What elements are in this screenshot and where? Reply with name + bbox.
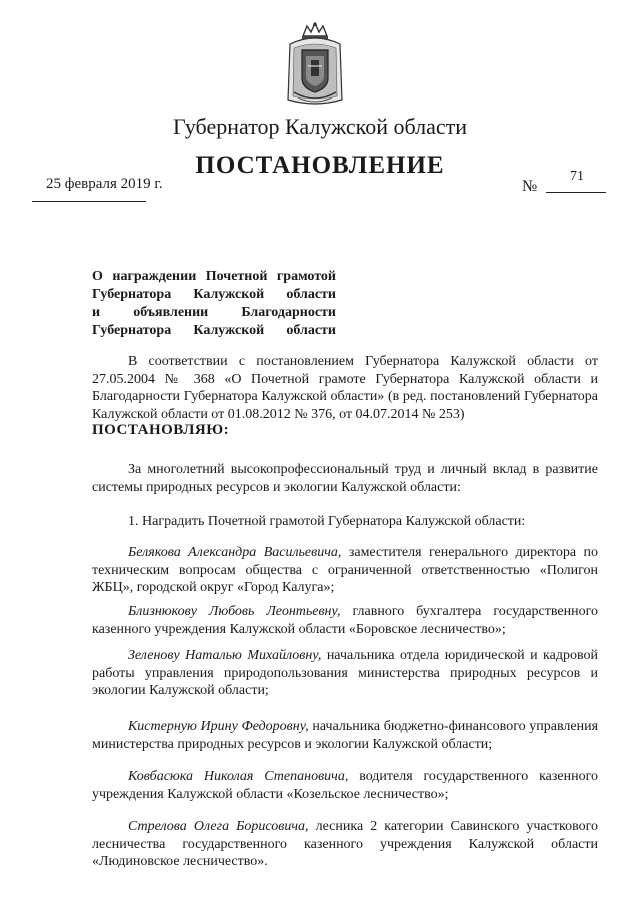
document-number: 71 [570,169,584,184]
awardee-description: лесника 2 категории Савинского участкового лесничества государственного казенного учреждения Калужской области «Людиновское лесничество». [92,819,599,869]
awardee-name: Белякова Александра Васильевича, [128,545,342,560]
subject-line: и объявлении Благодарности [92,305,336,320]
awardee-name: Стрелова Олега Борисовича, [128,819,309,834]
document-type-title: ПОСТАНОВЛЕНИЕ [195,152,445,179]
awardee-paragraph [92,818,598,871]
awardee-paragraph [92,718,598,753]
awardee-description: начальника бюджетно-финансового управления министерства природных ресурсов и экологии Калужской области; [92,719,599,752]
awardee-name: Ковбасюка Николая Степановича, [128,769,349,784]
awardee-description: заместителя генерального директора по техническим вопросам общества с ограниченной ответственностью «Полигон ЖБЦ», городской округ «Город Калуга»; [92,545,598,595]
awardee-paragraph [92,544,598,597]
preamble-paragraph: В соответствии с постановлением Губернатора Калужской области от 27.05.2004 № 368 «О Почетной грамоте Губернатора Калужской области и Благодарности Губернатора Калужской области» (в ред. постановлений Губернатора Калужской области от 01.08.2012 № 376, от 04.07.2014 № 253) [92,354,598,422]
number-underline [546,192,606,193]
date-underline [32,201,146,202]
awardee-paragraph [92,603,598,638]
decree-word: ПОСТАНОВЛЯЮ: [92,422,230,438]
reason-paragraph: За многолетний высокопрофессиональный труд и личный вклад в развитие системы природных ресурсов и экологии Калужской области: [92,462,598,495]
awardee-paragraph [92,647,598,700]
awardee-name: Близнюкову Любовь Леонтьевну, [128,604,341,619]
subject-line: Губернатора Калужской области [92,323,336,338]
awardee-description: водителя государственного казенного учреждения Калужской области «Козельское лесничество»; [92,769,598,802]
subject-line: Губернатора Калужской области [92,287,336,302]
awardee-name: Зеленову Наталью Михайловну, [128,648,322,663]
document-subject [92,268,336,340]
coat-of-arms-icon [284,22,346,108]
awardee-name: Кистерную Ирину Федоровну, [128,719,309,734]
item-1-heading: 1. Наградить Почетной грамотой Губернатора Калужской области: [128,514,526,529]
document-date: 25 февраля 2019 г. [46,176,163,192]
number-sign: № [522,178,538,195]
awardee-description: начальника отдела юридической и кадровой работы управления природопользования министерства природных ресурсов и экологии Калужской области; [92,648,598,698]
awardee-description: главного бухгалтера государственного казенного учреждения Калужской области «Боровское лесничество»; [92,604,598,637]
authority-title: Губернатор Калужской области [172,114,468,139]
awardee-paragraph [92,768,598,803]
subject-line: О награждении Почетной грамотой [92,269,336,284]
